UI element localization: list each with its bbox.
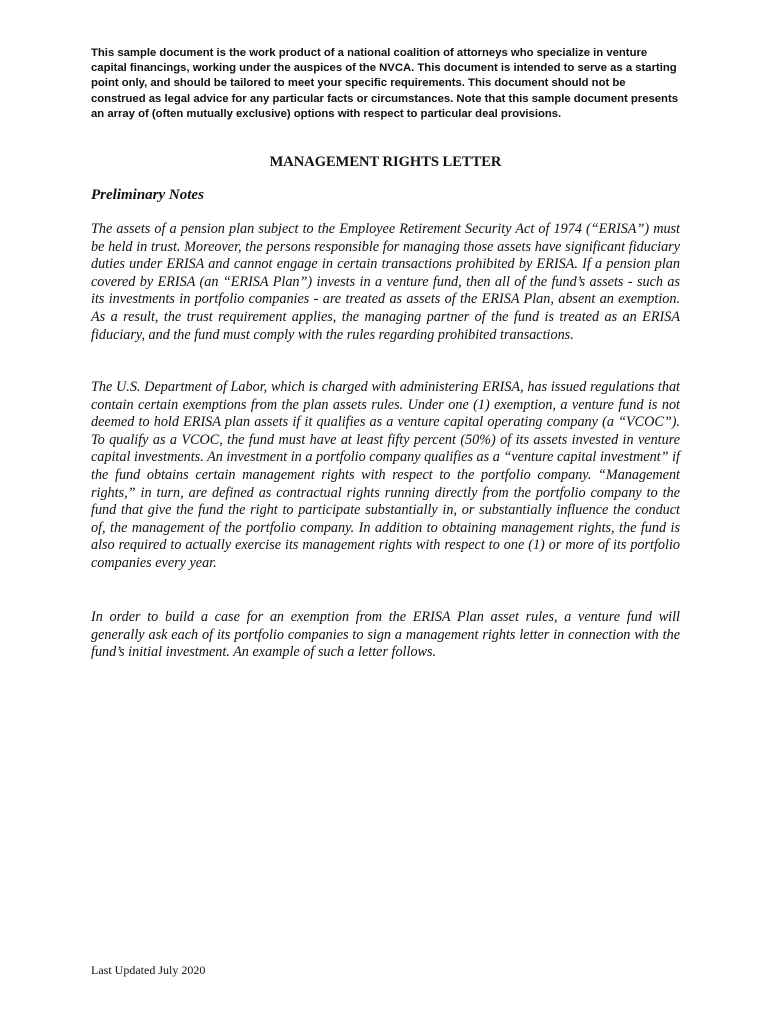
document-title: MANAGEMENT RIGHTS LETTER <box>269 154 502 170</box>
body-paragraph: In order to build a case for an exemption from the ERISA Plan asset rules, a venture fund will generally ask each of its portfolio companies to sign a management rights letter in connection with the fund’s initial investment. An example of such a letter follows. <box>91 609 680 661</box>
body-paragraph: The assets of a pension plan subject to the Employee Retirement Security Act of 1974 (“ERISA”) must be held in trust. Moreover, the persons responsible for managing those assets have significant fiduciary duties under ERISA and cannot engage in certain transactions prohibited by ERISA. If a pension plan covered by ERISA (an “ERISA Plan”) invests in a venture fund, then all of the fund’s assets - such as its investments in portfolio companies - are treated as assets of the ERISA Plan, absent an exemption. As a result, the trust requirement applies, the managing partner of the fund is treated as an ERISA fiduciary, and the fund must comply with the rules regarding prohibited transactions. <box>91 221 680 343</box>
footer-last-updated: Last Updated July 2020 <box>91 963 206 977</box>
disclaimer-text: This sample document is the work product of a national coalition of attorneys who specialize in venture capital financings, working under the auspices of the NVCA. This document is intended to serve as a starting point only, and should be tailored to meet your specific requirements. This document should not be construed as legal advice for any particular facts or circumstances. Note that this sample document presents an array of (often mutually exclusive) options with respect to particular deal provisions. <box>91 47 678 120</box>
section-heading: Preliminary Notes <box>91 187 204 203</box>
body-paragraph: The U.S. Department of Labor, which is charged with administering ERISA, has issued regulations that contain certain exemptions from the plan assets rules. Under one (1) exemption, a venture fund is not deemed to hold ERISA plan assets if it qualifies as a venture capital operating company (a “VCOC”). To qualify as a VCOC, the fund must have at least fifty percent (50%) of its assets invested in venture capital investments. An investment in a portfolio company qualifies as a “venture capital investment” if the fund obtains certain management rights with respect to the portfolio company. “Management rights,” in turn, are defined as contractual rights running directly from the portfolio company to the fund that give the fund the right to participate substantially in, or substantially influence the conduct of, the management of the portfolio company. In addition to obtaining management rights, the fund is also required to actually exercise its management rights with respect to one (1) or more of its portfolio companies every year. <box>91 379 680 571</box>
